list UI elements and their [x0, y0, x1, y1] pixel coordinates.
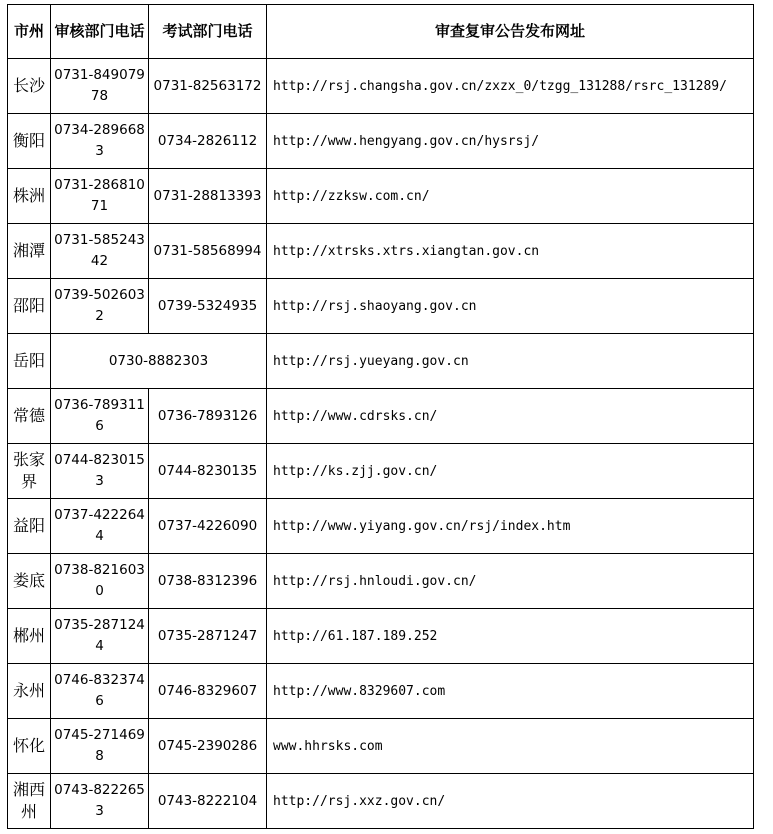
- exam-phone-cell: 0746-8329607: [149, 664, 267, 719]
- url-cell[interactable]: http://rsj.shaoyang.gov.cn: [267, 279, 754, 334]
- city-cell: 常德: [8, 389, 51, 444]
- city-cell: 永州: [8, 664, 51, 719]
- table-row: [8, 224, 754, 279]
- review-phone-cell: 0744-8230153: [51, 444, 149, 499]
- city-cell: 湘西州: [8, 774, 51, 829]
- city-cell: 株洲: [8, 169, 51, 224]
- table-row: [8, 609, 754, 664]
- city-cell: 岳阳: [8, 334, 51, 389]
- table-row: [8, 444, 754, 499]
- url-cell[interactable]: http://xtrsks.xtrs.xiangtan.gov.cn: [267, 224, 754, 279]
- table-row: [8, 114, 754, 169]
- table-row: [8, 499, 754, 554]
- exam-phone-cell: 0731-58568994: [149, 224, 267, 279]
- exam-phone-cell: 0735-2871247: [149, 609, 267, 664]
- city-cell: 益阳: [8, 499, 51, 554]
- review-phone-cell: 0738-8216030: [51, 554, 149, 609]
- url-cell[interactable]: http://rsj.yueyang.gov.cn: [267, 334, 754, 389]
- review-phone-cell: 0746-8323746: [51, 664, 149, 719]
- review-phone-cell: 0743-8222653: [51, 774, 149, 829]
- contact-table: [7, 4, 754, 829]
- review-phone-cell: 0734-2896683: [51, 114, 149, 169]
- table-row: [8, 169, 754, 224]
- review-phone-cell: 0745-2714698: [51, 719, 149, 774]
- header-exam-phone: 考试部门电话: [149, 5, 267, 59]
- city-cell: 娄底: [8, 554, 51, 609]
- city-cell: 衡阳: [8, 114, 51, 169]
- exam-phone-cell: 0731-28813393: [149, 169, 267, 224]
- url-cell[interactable]: http://rsj.hnloudi.gov.cn/: [267, 554, 754, 609]
- review-phone-cell: 0736-7893116: [51, 389, 149, 444]
- city-cell: 张家界: [8, 444, 51, 499]
- table-row: [8, 719, 754, 774]
- table-row: [8, 279, 754, 334]
- url-cell[interactable]: http://rsj.changsha.gov.cn/zxzx_0/tzgg_131288/rsrc_131289/: [267, 59, 754, 114]
- exam-phone-cell: 0745-2390286: [149, 719, 267, 774]
- exam-phone-cell: 0731-82563172: [149, 59, 267, 114]
- table-row: [8, 554, 754, 609]
- review-phone-cell: 0731-58524342: [51, 224, 149, 279]
- url-cell[interactable]: http://www.yiyang.gov.cn/rsj/index.htm: [267, 499, 754, 554]
- url-cell[interactable]: http://zzksw.com.cn/: [267, 169, 754, 224]
- url-cell[interactable]: http://rsj.xxz.gov.cn/: [267, 774, 754, 829]
- url-cell[interactable]: http://61.187.189.252: [267, 609, 754, 664]
- review-phone-cell: 0739-5026032: [51, 279, 149, 334]
- table-row: [8, 59, 754, 114]
- url-cell[interactable]: http://ks.zjj.gov.cn/: [267, 444, 754, 499]
- city-cell: 郴州: [8, 609, 51, 664]
- exam-phone-cell: 0743-8222104: [149, 774, 267, 829]
- table-row: [8, 664, 754, 719]
- exam-phone-cell: 0736-7893126: [149, 389, 267, 444]
- exam-phone-cell: 0737-4226090: [149, 499, 267, 554]
- table-row: [8, 334, 754, 389]
- exam-phone-cell: 0738-8312396: [149, 554, 267, 609]
- merged-phone-cell: 0730-8882303: [51, 334, 267, 389]
- review-phone-cell: 0737-4222644: [51, 499, 149, 554]
- review-phone-cell: 0731-28681071: [51, 169, 149, 224]
- city-cell: 邵阳: [8, 279, 51, 334]
- review-phone-cell: 0731-84907978: [51, 59, 149, 114]
- exam-phone-cell: 0734-2826112: [149, 114, 267, 169]
- city-cell: 湘潭: [8, 224, 51, 279]
- header-review-phone: 审核部门电话: [51, 5, 149, 59]
- header-city: 市州: [8, 5, 51, 59]
- url-cell[interactable]: www.hhrsks.com: [267, 719, 754, 774]
- table-row: [8, 389, 754, 444]
- city-cell: 长沙: [8, 59, 51, 114]
- exam-phone-cell: 0739-5324935: [149, 279, 267, 334]
- city-cell: 怀化: [8, 719, 51, 774]
- header-url: 审查复审公告发布网址: [267, 5, 754, 59]
- exam-phone-cell: 0744-8230135: [149, 444, 267, 499]
- review-phone-cell: 0735-2871244: [51, 609, 149, 664]
- url-cell[interactable]: http://www.cdrsks.cn/: [267, 389, 754, 444]
- header-row: [8, 5, 754, 59]
- table-row: [8, 774, 754, 829]
- url-cell[interactable]: http://www.hengyang.gov.cn/hysrsj/: [267, 114, 754, 169]
- url-cell[interactable]: http://www.8329607.com: [267, 664, 754, 719]
